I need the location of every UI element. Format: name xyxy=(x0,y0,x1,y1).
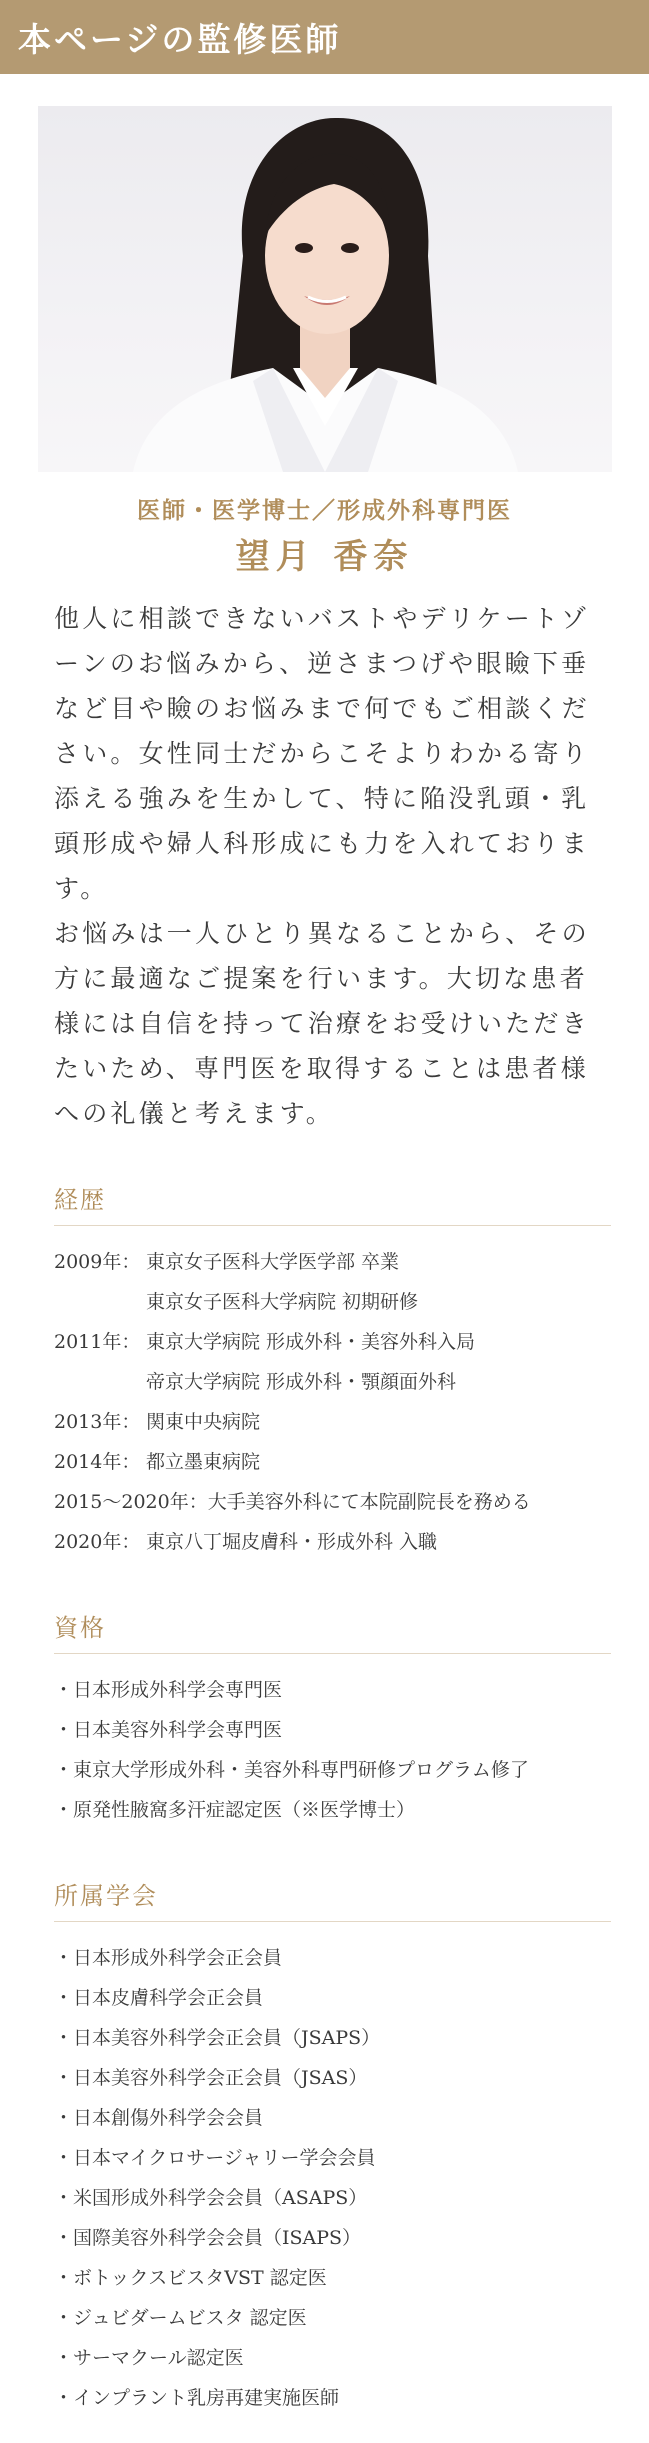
career-row xyxy=(54,1482,611,1522)
career-year: 2013年： xyxy=(54,1411,141,1433)
career-year: 2014年： xyxy=(54,1451,141,1473)
career-year xyxy=(54,1282,146,1322)
career-year: 2009年： xyxy=(54,1251,141,1273)
list-item: ・ 日本マイクロサージャリー学会会員 xyxy=(54,2138,611,2178)
societies-heading: 所属学会 xyxy=(54,1876,611,1922)
list-item: ・ 日本美容外科学会専門医 xyxy=(54,1710,611,1750)
doctor-name: 望月 香奈 xyxy=(235,537,414,577)
career-text: 東京女子医科大学医学部 卒業 xyxy=(146,1251,400,1273)
list-item: ・ サーマクール認定医 xyxy=(54,2338,611,2378)
societies-section xyxy=(54,1876,611,2418)
career-text: 関東中央病院 xyxy=(146,1411,261,1433)
career-text: 都立墨東病院 xyxy=(146,1451,261,1473)
career-row xyxy=(54,1242,611,1282)
career-year: 2020年： xyxy=(54,1531,141,1553)
career-text: 東京八丁堀皮膚科・形成外科 入職 xyxy=(146,1531,438,1553)
list-item: ・ 日本形成外科学会専門医 xyxy=(54,1670,611,1710)
career-year: 2015～2020年： xyxy=(54,1491,208,1513)
list-item: ・ 国際美容外科学会会員（ISAPS） xyxy=(54,2218,611,2258)
career-section xyxy=(54,1180,611,1562)
qualifications-heading: 資格 xyxy=(54,1608,611,1654)
career-year xyxy=(54,1362,146,1402)
career-text: 大手美容外科にて本院副院長を務める xyxy=(207,1491,531,1513)
career-text: 東京大学病院 形成外科・美容外科入局 xyxy=(146,1331,476,1353)
career-row xyxy=(54,1442,611,1482)
career-row xyxy=(54,1362,611,1402)
career-row xyxy=(54,1522,611,1562)
list-item: ・ ジュビダームビスタ 認定医 xyxy=(54,2298,611,2338)
doctor-introduction xyxy=(54,596,609,1136)
section-header xyxy=(0,0,649,74)
career-row xyxy=(54,1282,611,1322)
list-item: ・ ボトックスビスタVST 認定医 xyxy=(54,2258,611,2298)
career-row xyxy=(54,1402,611,1442)
list-item: ・ 日本美容外科学会正会員（JSAS） xyxy=(54,2058,611,2098)
intro-paragraph: お悩みは一人ひとり異なることから、その方に最適なご提案を行います。大切な患者様には自信を持って治療をお受けいただきたいため、専門医を取得することは患者様への礼儀と考えます。 xyxy=(54,919,590,1128)
doctor-photo xyxy=(38,106,612,472)
career-row xyxy=(54,1322,611,1362)
list-item: ・ 日本形成外科学会正会員 xyxy=(54,1938,611,1978)
societies-list xyxy=(54,1938,611,2418)
doctor-portrait-image xyxy=(38,106,612,472)
list-item: ・ 原発性腋窩多汗症認定医（※医学博士） xyxy=(54,1790,611,1830)
doctor-title: 医師・医学博士／形成外科専門医 xyxy=(137,497,512,524)
list-item: ・ インプラント乳房再建実施医師 xyxy=(54,2378,611,2418)
qualifications-section xyxy=(54,1608,611,1830)
career-year: 2011年： xyxy=(54,1331,141,1353)
list-item: ・ 日本美容外科学会正会員（JSAPS） xyxy=(54,2018,611,2058)
career-list xyxy=(54,1242,611,1562)
list-item: ・ 東京大学形成外科・美容外科専門研修プログラム修了 xyxy=(54,1750,611,1790)
list-item: ・ 米国形成外科学会会員（ASAPS） xyxy=(54,2178,611,2218)
list-item: ・ 日本創傷外科学会会員 xyxy=(54,2098,611,2138)
header-title: 本ページの監修医師 xyxy=(18,19,342,59)
career-heading: 経歴 xyxy=(54,1180,611,1226)
list-item: ・ 日本皮膚科学会正会員 xyxy=(54,1978,611,2018)
career-text: 帝京大学病院 形成外科・顎顔面外科 xyxy=(146,1371,457,1393)
career-text: 東京女子医科大学病院 初期研修 xyxy=(146,1291,419,1313)
intro-paragraph: 他人に相談できないバストやデリケートゾーンのお悩みから、逆さまつげや眼瞼下垂など目や瞼のお悩みまで何でもご相談ください。女性同士だからこそよりわかる寄り添える強みを生かして、特に陥没乳頭・乳頭形成や婦人科形成にも力を入れております。 xyxy=(54,604,590,903)
qualifications-list xyxy=(54,1670,611,1830)
